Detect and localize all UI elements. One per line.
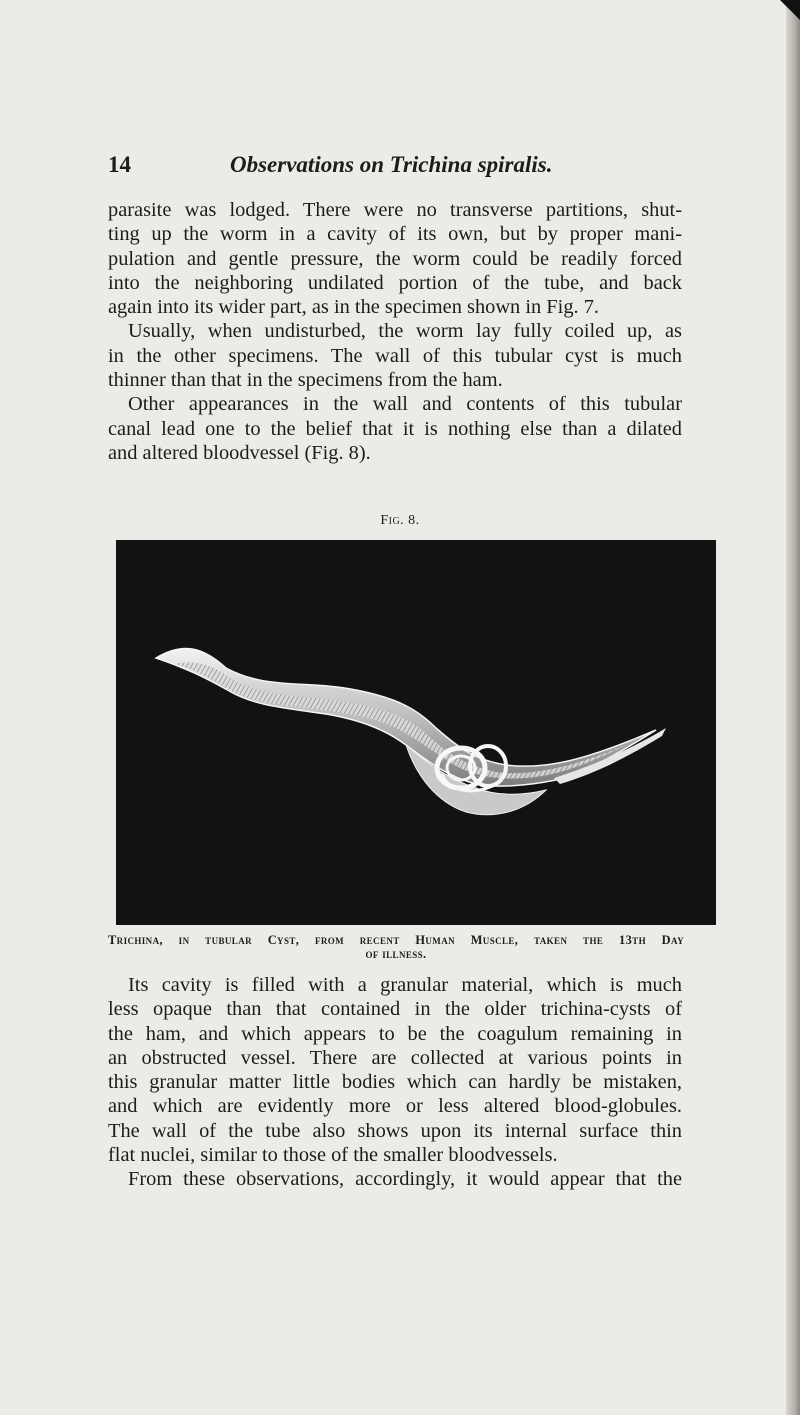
- text-line: parasite was lodged. There were no transverse partitions, shut-: [108, 199, 682, 221]
- caption-line: of illness.: [365, 947, 427, 961]
- text-line: and which are evidently more or less altered blood-globules.: [108, 1095, 682, 1118]
- paragraph-2: [108, 973, 682, 1192]
- caption-line: Trichina, in tubular Cyst, from recent Human Muscle, taken the 13th Day: [108, 933, 684, 947]
- corner-mark: [778, 0, 800, 22]
- figure-8-illustration: [116, 540, 716, 925]
- text-line: Other appearances in the wall and contents of this tubular: [128, 393, 682, 416]
- page-edge-shadow: [786, 0, 800, 1415]
- running-title: Observations on Trichina spiralis.: [230, 152, 553, 177]
- text-line: the ham, and which appears to be the coagulum remaining in: [108, 1022, 682, 1045]
- text-line: The wall of the tube also shows upon its internal surface thin: [108, 1119, 682, 1142]
- text-line: again into its wider part, as in the specimen shown in Fig. 7.: [108, 296, 599, 319]
- text-line: Its cavity is filled with a granular material, which is much: [128, 974, 682, 996]
- text-line: an obstructed vessel. There are collected at various points in: [108, 1046, 682, 1069]
- page-number: 14: [108, 152, 131, 177]
- figure-caption: [108, 933, 684, 961]
- text-line: Usually, when undisturbed, the worm lay fully coiled up, as: [128, 320, 682, 343]
- text-line: canal lead one to the belief that it is nothing else than a dilated: [108, 417, 682, 440]
- tubular-cyst-drawing: [116, 540, 716, 925]
- text-line: into the neighboring undilated portion of the tube, and back: [108, 271, 682, 294]
- text-line: thinner than that in the specimens from the ham.: [108, 369, 503, 392]
- text-line: in the other specimens. The wall of this tubular cyst is much: [108, 344, 682, 367]
- text-line: less opaque than that contained in the older trichina-cysts of: [108, 998, 682, 1021]
- text-line: flat nuclei, similar to those of the smaller bloodvessels.: [108, 1144, 558, 1167]
- text-line: and altered bloodvessel (Fig. 8).: [108, 441, 371, 464]
- figure-label: Fig. 8.: [380, 513, 420, 528]
- text-line: ting up the worm in a cavity of its own, but by proper mani-: [108, 223, 682, 246]
- text-line: From these observations, accordingly, it would appear that the: [128, 1168, 682, 1191]
- paragraph-1: [108, 198, 682, 465]
- text-line: pulation and gentle pressure, the worm could be readily forced: [108, 247, 682, 270]
- text-line: this granular matter little bodies which can hardly be mistaken,: [108, 1071, 682, 1094]
- tube-outer-wall: [156, 649, 656, 787]
- page-header: [108, 152, 688, 186]
